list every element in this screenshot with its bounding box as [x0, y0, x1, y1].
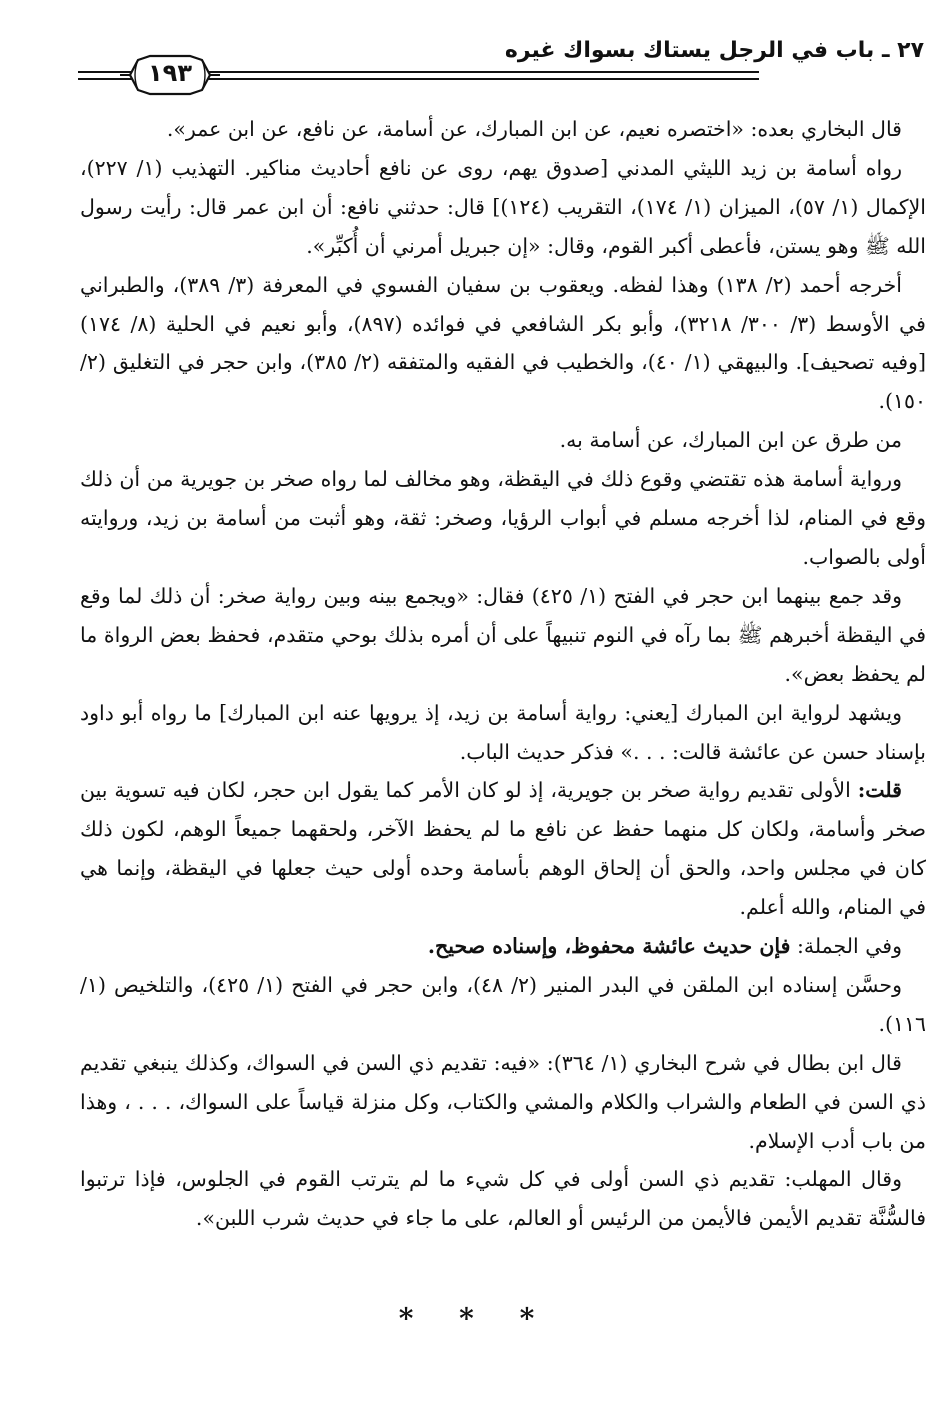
paragraph-text: الأولى تقديم رواية صخر بن جويرية، إذ لو كان الأمر كما يقول ابن حجر، لكان فيه تسوية بين صخر وأسامة، ولكان كل منهما حفظ عن نافع ما لم يحفظ الآخر، ولحقهما جميعاً الوهم، لكون ذلك كان في مجلس واحد، والحق أن إلحاق الوهم بأسامة وحده أولى حيث جعلها في اليقظة، وإنما هي في المنام، والله أعلم.: [80, 778, 926, 920]
paragraph: ورواية أسامة هذه تقتضي وقوع ذلك في اليقظة، وهو مخالف لما رواه صخر بن جويرية من أن ذلك وقع في المنام، لذا أخرجه مسلم في أبواب الرؤيا، وصخر: ثقة، وهو أثبت من أسامة بن زيد، وروايته أولى بالصواب.: [80, 467, 926, 569]
page-body: [80, 110, 926, 1238]
paragraph: من طرق عن ابن المبارك، عن أسامة به.: [559, 428, 902, 453]
paragraph: وقد جمع بينهما ابن حجر في الفتح (١/ ٤٢٥) فقال: «ويجمع بينه وبين رواية صخر: أن ذلك لما وقع في اليقظة أخبرهم ﷺ بما رآه في النوم تنبيهاً على أن أمره بذلك بوحي متقدم، فحفظ بعض الرواة ما لم يحفظ بعض».: [80, 583, 926, 686]
paragraph-lead: قلت:: [857, 778, 902, 803]
paragraph: [80, 927, 926, 966]
paragraph: [80, 771, 926, 927]
paragraph: قال البخاري بعده: «اختصره نعيم، عن ابن المبارك، عن أسامة، عن نافع، عن ابن عمر».: [166, 117, 902, 141]
paragraph: ويشهد لرواية ابن المبارك [يعني: رواية أسامة بن زيد، إذ يرويها عنه ابن المبارك] ما رواه أبو داود بإسناد حسن عن عائشة قالت: . . .» فذكر حديث الباب.: [80, 700, 926, 764]
chapter-title: ٢٧ ـ باب في الرجل يستاك بسواك غيره: [504, 38, 924, 63]
page-number-rule-left-bottom: [78, 78, 114, 80]
page-number-rule-left-top: [78, 71, 114, 73]
page-header: [78, 38, 924, 100]
paragraph-lead: وفي الجملة:: [796, 934, 902, 959]
page-number-frame: [118, 52, 222, 98]
paragraph: رواه أسامة بن زيد الليثي المدني [صدوق يهم، روى عن نافع أحاديث مناكير. التهذيب (١/ ٢٢٧)، الإكمال (١/ ٥٧)، الميزان (١/ ١٧٤)، التقريب (١٢٤)] قال: حدثني نافع: أن ابن عمر قال: رأيت رسول الله ﷺ وهو يستن، فأعطى أكبر القوم، وقال: «إن جبريل أمرني أن أُكبِّر».: [80, 155, 926, 258]
page-number: ١٩٣: [148, 59, 192, 87]
end-ornament: * * *: [398, 1302, 553, 1335]
paragraph-text: فإن حديث عائشة محفوظ، وإسناده صحيح.: [427, 934, 791, 959]
paragraph: وحسَّن إسناده ابن الملقن في البدر المنير (٢/ ٤٨)، وابن حجر في الفتح (١/ ٤٢٥)، والتلخيص (١/ ١١٦).: [80, 972, 926, 1036]
paragraph: قال ابن بطال في شرح البخاري (١/ ٣٦٤): «فيه: تقديم ذي السن في السواك، وكذلك ينبغي تقديم ذي السن في الطعام والشراب والكلام والمشي والكتاب، وكل منزلة قياساً على السواك، . . . ، وهذا من باب أدب الإسلام.: [80, 1050, 926, 1153]
paragraph: وقال المهلب: تقديم ذي السن أولى في كل شيء ما لم يترتب القوم في الجلوس، فإذا ترتبوا فالسُّنَّة تقديم الأيمن فالأيمن من الرئيس أو العالم، على ما جاء في حديث شرب اللبن».: [80, 1167, 926, 1231]
paragraph: أخرجه أحمد (٢/ ١٣٨) وهذا لفظه. ويعقوب بن سفيان الفسوي في المعرفة (٣/ ٣٨٩)، والطبراني في الأوسط (٣/ ٣٠٠/ ٣٢١٨)، وأبو بكر الشافعي في فوائده (٨٩٧)، وأبو نعيم في الحلية (٨/ ١٧٤) [وفيه تصحيف]. والبيهقي (١/ ٤٠)، والخطيب في الفقيه والمتفقه (٢/ ٣٨٥)، وابن حجر في التغليق (٢/ ١٥٠).: [80, 272, 926, 414]
